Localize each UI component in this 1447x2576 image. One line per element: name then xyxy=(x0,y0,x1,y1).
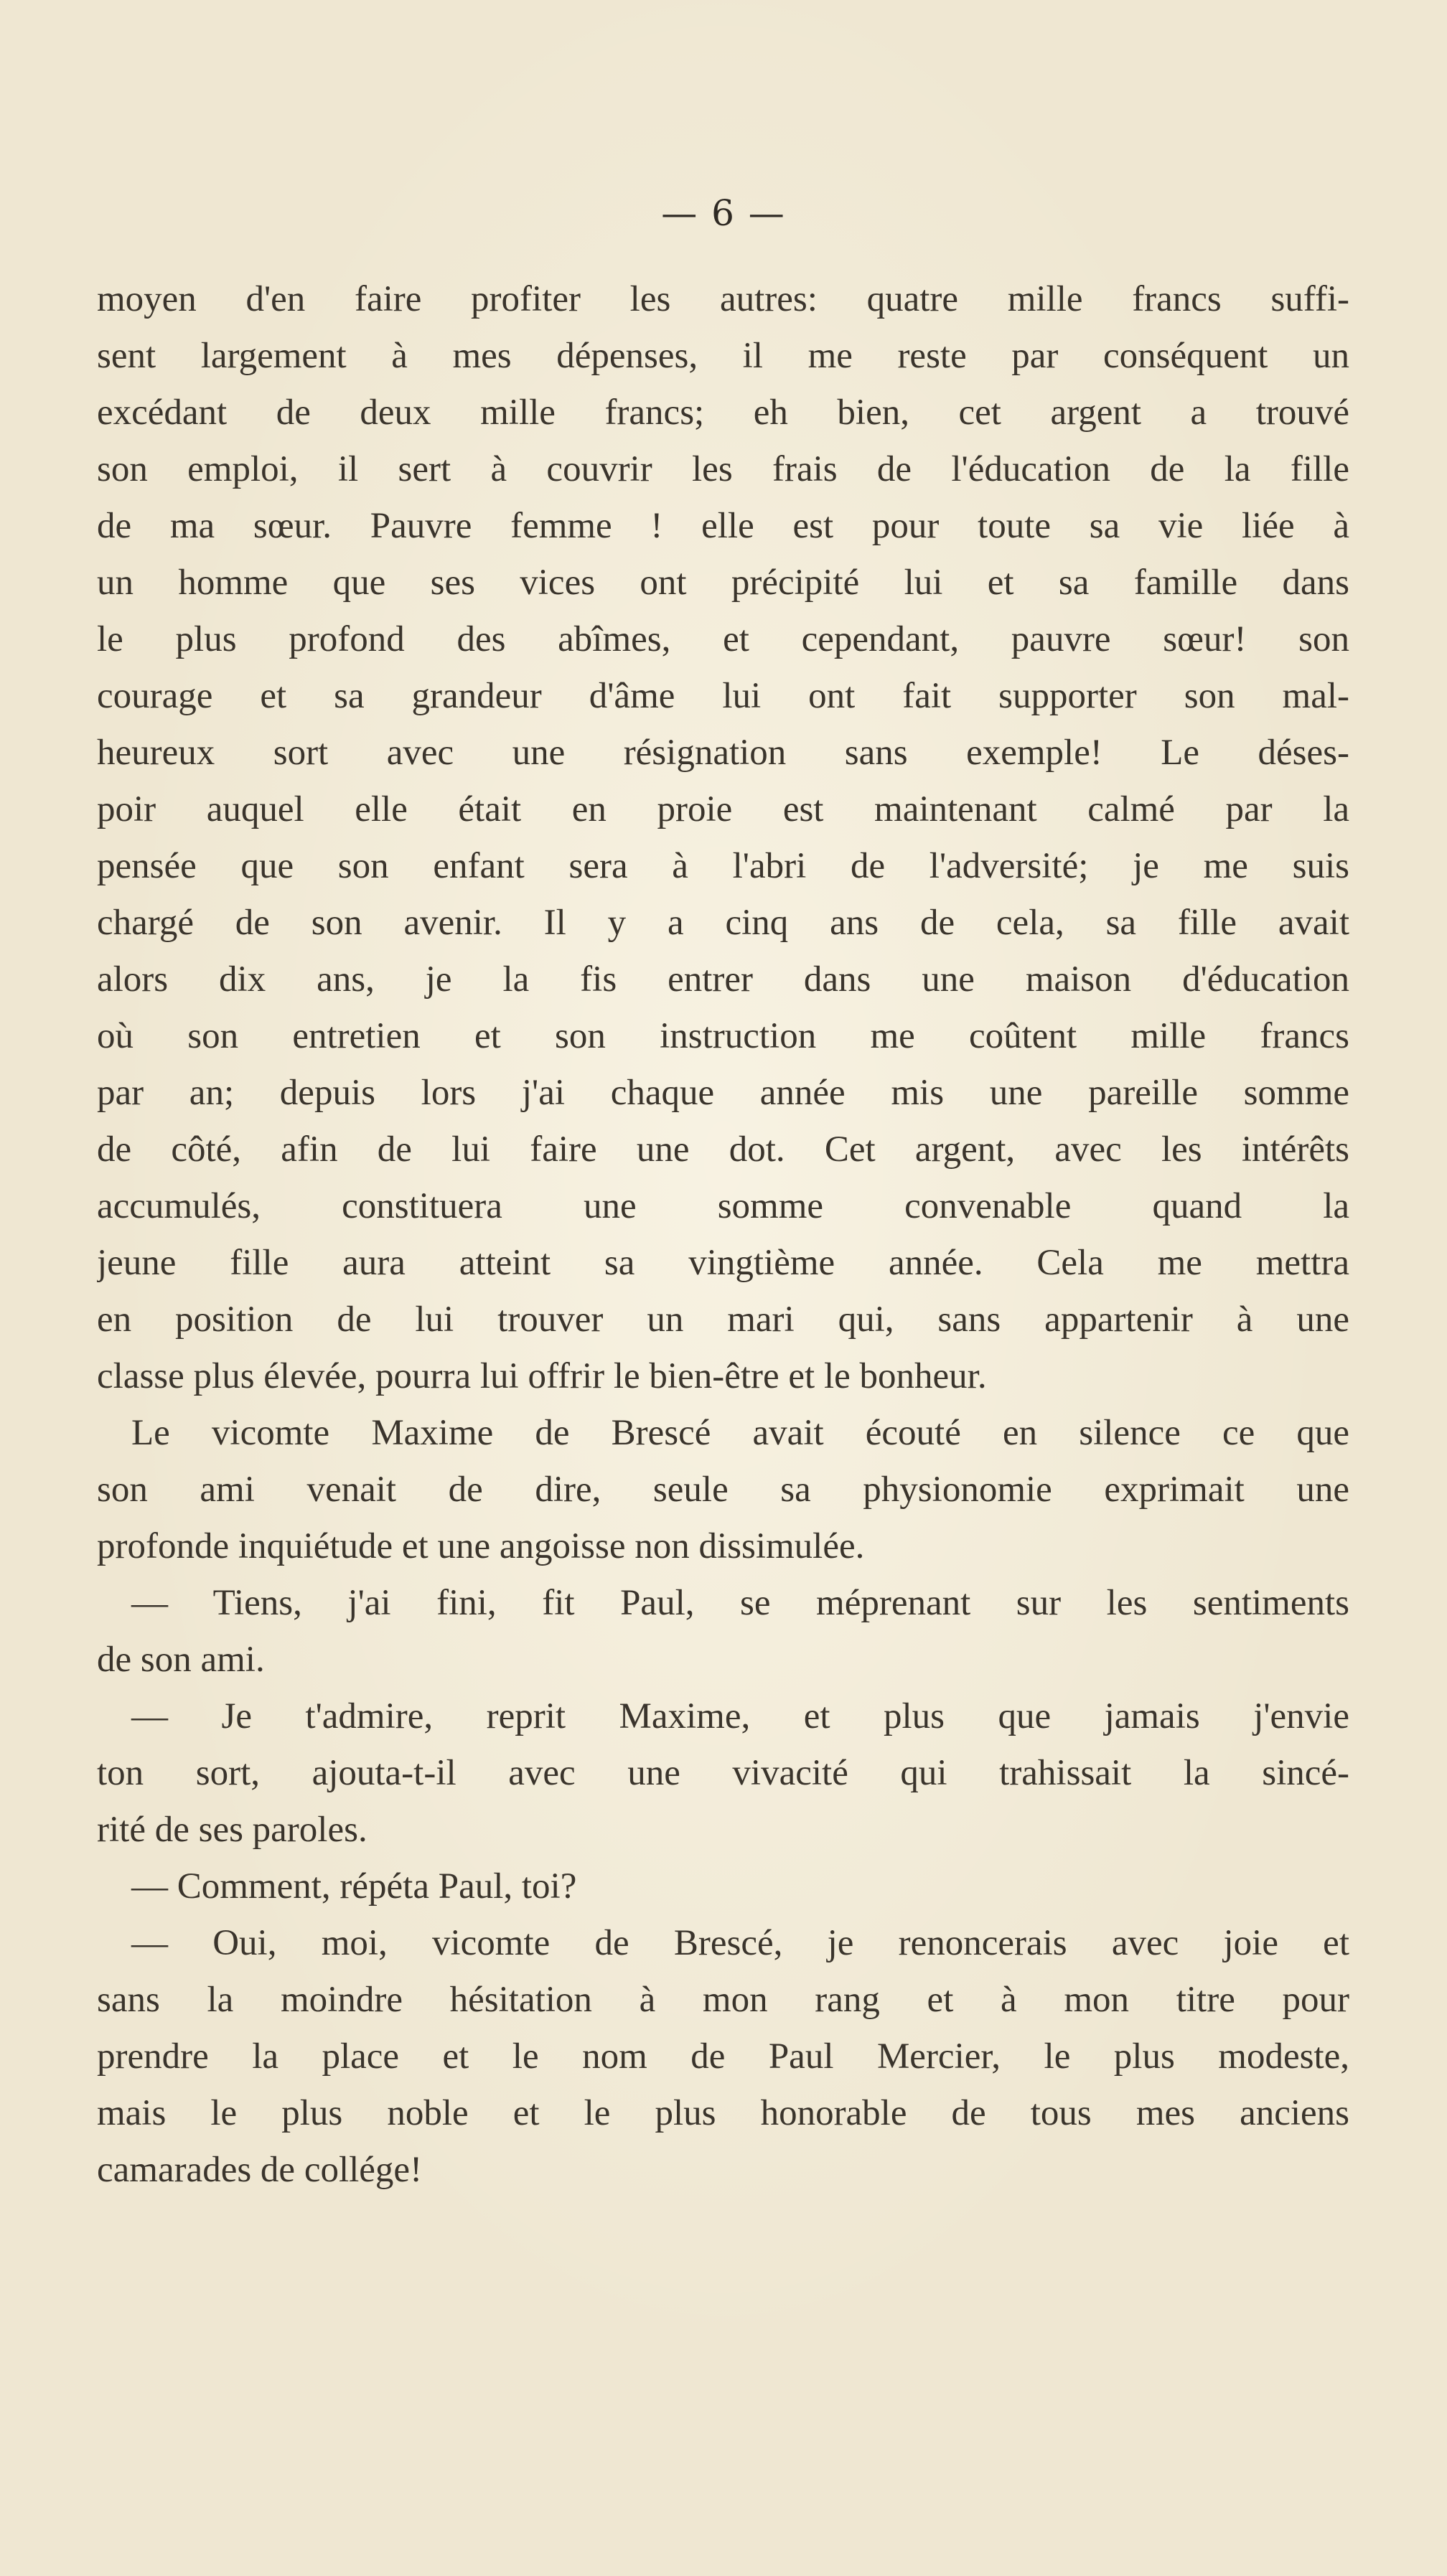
text-line: de ma sœur. Pauvre femme ! elle est pour toute sa vie liée à xyxy=(97,506,1349,546)
text-line: son ami venait de dire, seule sa physionomie exprimait une xyxy=(97,1470,1349,1510)
text-line: — Oui, moi, vicomte de Brescé, je renoncerais avec joie et xyxy=(131,1923,1349,1963)
text-line: sans la moindre hésitation à mon rang et à mon titre pour xyxy=(97,1980,1349,2020)
text-line: accumulés, constituera une somme convenable quand la xyxy=(97,1186,1349,1226)
text-line: alors dix ans, je la fis entrer dans une maison d'éducation xyxy=(97,959,1349,1000)
text-line: ton sort, ajouta-t-il avec une vivacité qui trahissait la sincé- xyxy=(97,1753,1349,1793)
text-line: son emploi, il sert à couvrir les frais de l'éducation de la fille xyxy=(97,449,1349,489)
text-line: excédant de deux mille francs; eh bien, cet argent a trouvé xyxy=(97,392,1349,433)
text-line: un homme que ses vices ont précipité lui et sa famille dans xyxy=(97,563,1349,603)
text-line: de côté, afin de lui faire une dot. Cet argent, avec les intérêts xyxy=(97,1129,1349,1170)
text-line: camarades de collége! xyxy=(97,2150,423,2190)
text-line: le plus profond des abîmes, et cependant, pauvre sœur! son xyxy=(97,619,1349,659)
text-line: poir auquel elle était en proie est maintenant calmé par la xyxy=(97,789,1349,829)
text-line: prendre la place et le nom de Paul Mercier, le plus modeste, xyxy=(97,2036,1349,2077)
text-line: classe plus élevée, pourra lui offrir le bien-être et le bonheur. xyxy=(97,1356,987,1396)
text-line: mais le plus noble et le plus honorable de tous mes anciens xyxy=(97,2093,1349,2133)
text-line: — Comment, répéta Paul, toi? xyxy=(131,1866,577,1907)
text-line: pensée que son enfant sera à l'abri de l'adversité; je me suis xyxy=(97,846,1349,886)
text-line: de son ami. xyxy=(97,1640,265,1680)
text-line: jeune fille aura atteint sa vingtième année. Cela me mettra xyxy=(97,1243,1349,1283)
text-line: moyen d'en faire profiter les autres: quatre mille francs suffi- xyxy=(97,279,1349,319)
page-number: — 6 — xyxy=(661,192,786,234)
text-line: par an; depuis lors j'ai chaque année mis une pareille somme xyxy=(97,1073,1349,1113)
body-text xyxy=(97,271,1349,2199)
text-line: courage et sa grandeur d'âme lui ont fait supporter son mal- xyxy=(97,676,1349,716)
text-line: sent largement à mes dépenses, il me reste par conséquent un xyxy=(97,336,1349,376)
text-line: chargé de son avenir. Il y a cinq ans de cela, sa fille avait xyxy=(97,903,1349,943)
text-line: heureux sort avec une résignation sans exemple! Le déses- xyxy=(97,733,1349,773)
text-line: en position de lui trouver un mari qui, sans appartenir à une xyxy=(97,1299,1349,1340)
text-line: profonde inquiétude et une angoisse non dissimulée. xyxy=(97,1526,865,1566)
text-line: où son entretien et son instruction me coûtent mille francs xyxy=(97,1016,1349,1056)
text-line: rité de ses paroles. xyxy=(97,1810,367,1850)
text-line: — Je t'admire, reprit Maxime, et plus que jamais j'envie xyxy=(131,1696,1349,1736)
text-line: — Tiens, j'ai fini, fit Paul, se méprenant sur les sentiments xyxy=(131,1583,1349,1623)
text-line: Le vicomte Maxime de Brescé avait écouté en silence ce que xyxy=(131,1413,1349,1453)
